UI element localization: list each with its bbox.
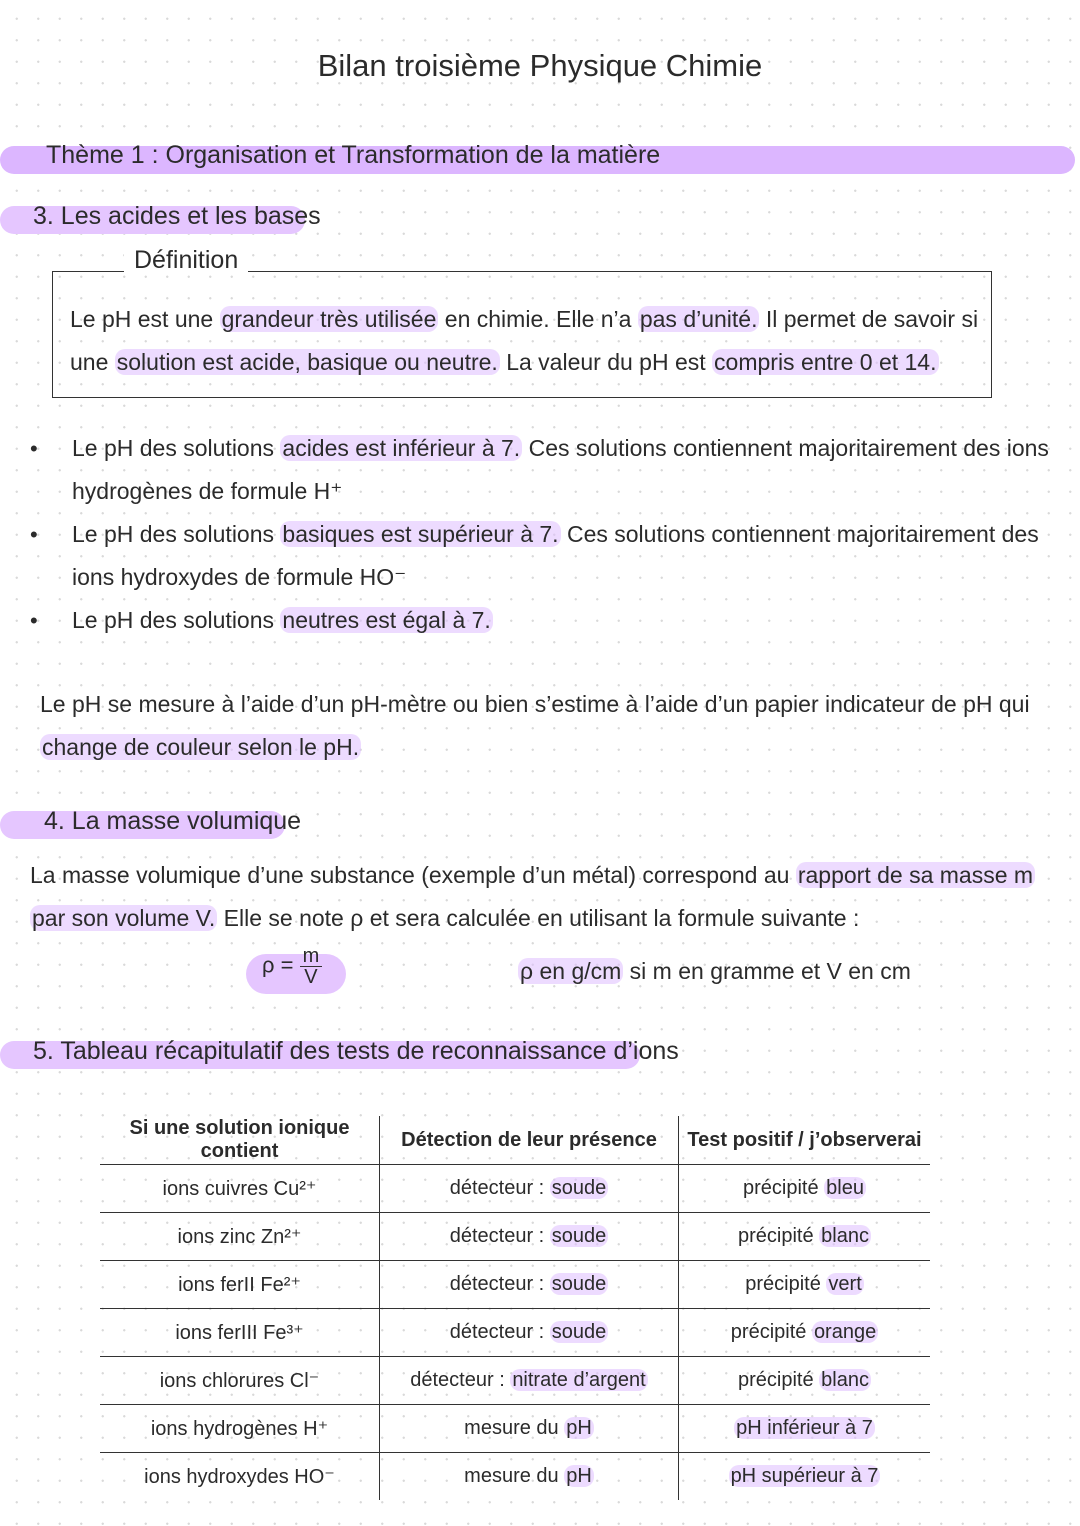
observation-cell: précipité orange — [679, 1309, 931, 1357]
definition-label: Définition — [124, 246, 248, 275]
detection-cell: détecteur : soude — [380, 1261, 679, 1309]
header-observation: Test positif / j’observerai — [679, 1116, 931, 1165]
bullet-acides: • Le pH des solutions acides est inférieur à 7. Ces solutions contiennent majoritairement des ions hydrogènes de formule H⁺ — [30, 435, 1049, 504]
observation-cell: précipité bleu — [679, 1165, 931, 1213]
table-row — [100, 1357, 930, 1405]
observation-cell: précipité vert — [679, 1261, 931, 1309]
bullet-list — [30, 427, 1070, 642]
observation-cell: précipité blanc — [679, 1213, 931, 1261]
ion-cell: ions cuivres Cu²⁺ — [100, 1165, 380, 1213]
ion-cell: ions hydroxydes HO⁻ — [100, 1453, 380, 1501]
ion-cell: ions chlorures Cl⁻ — [100, 1357, 380, 1405]
density-formula: ρ = $\frac{m}{V}$ — [262, 946, 322, 987]
definition-text: Le pH est une grandeur très utilisée en chimie. Elle n’a pas d’unité. Il permet de savoir si une solution est acide, basique ou neutre. La valeur du pH est compris entre 0 et 14. — [70, 306, 979, 375]
header-ion: Si une solution ionique contient — [100, 1116, 380, 1165]
observation-cell: pH inférieur à 7 — [679, 1405, 931, 1453]
table-row — [100, 1453, 930, 1501]
detection-cell: mesure du pH — [380, 1405, 679, 1453]
observation-cell: pH supérieur à 7 — [730, 1465, 879, 1487]
header-detection: Détection de leur présence — [380, 1116, 679, 1165]
ions-table — [100, 1116, 930, 1500]
ion-cell: ions ferII Fe²⁺ — [100, 1261, 380, 1309]
table-row — [100, 1165, 930, 1213]
table-row — [100, 1261, 930, 1309]
detection-cell: détecteur : nitrate d’argent — [380, 1357, 679, 1405]
bullet-basiques: • Le pH des solutions basiques est supérieur à 7. Ces solutions contiennent majoritairement des ions hydroxydes de formule HO⁻ — [30, 521, 1039, 590]
ion-cell: ions zinc Zn²⁺ — [100, 1213, 380, 1261]
units-text: ρ en g/cm si m en gramme et V en cm — [520, 958, 911, 984]
bullet-neutres: • Le pH des solutions neutres est égal à 7. — [30, 607, 491, 633]
theme-heading: Thème 1 : Organisation et Transformation de la matière — [46, 141, 661, 169]
ph-measure-text: Le pH se mesure à l’aide d’un pH-mètre ou bien s’estime à l’aide d’un papier indicateur de pH qui change de couleur selon le pH. — [40, 691, 1030, 760]
detection-cell: détecteur : soude — [380, 1165, 679, 1213]
detection-cell: mesure du pH — [380, 1453, 679, 1501]
detection-cell: détecteur : soude — [380, 1213, 679, 1261]
table-row — [100, 1213, 930, 1261]
section5-heading: 5. Tableau récapitulatif des tests de reconnaissance d’ions — [33, 1037, 679, 1065]
section3-heading: 3. Les acides et les bases — [33, 202, 321, 230]
detection-cell: détecteur : soude — [380, 1309, 679, 1357]
observation-cell: précipité blanc — [679, 1357, 931, 1405]
ion-cell: ions ferIII Fe³⁺ — [100, 1309, 380, 1357]
page-title: Bilan troisième Physique Chimie — [317, 48, 763, 83]
table-row — [100, 1309, 930, 1357]
ion-cell: ions hydrogènes H⁺ — [100, 1405, 380, 1453]
table-row — [100, 1405, 930, 1453]
section4-heading: 4. La masse volumique — [44, 807, 302, 835]
masse-volumique-text: La masse volumique d’une substance (exemple d’un métal) correspond au rapport de sa masse m par son volume V. Elle se note ρ et sera calculée en utilisant la formule suivante : — [30, 862, 1034, 931]
table-header-row — [100, 1116, 930, 1165]
